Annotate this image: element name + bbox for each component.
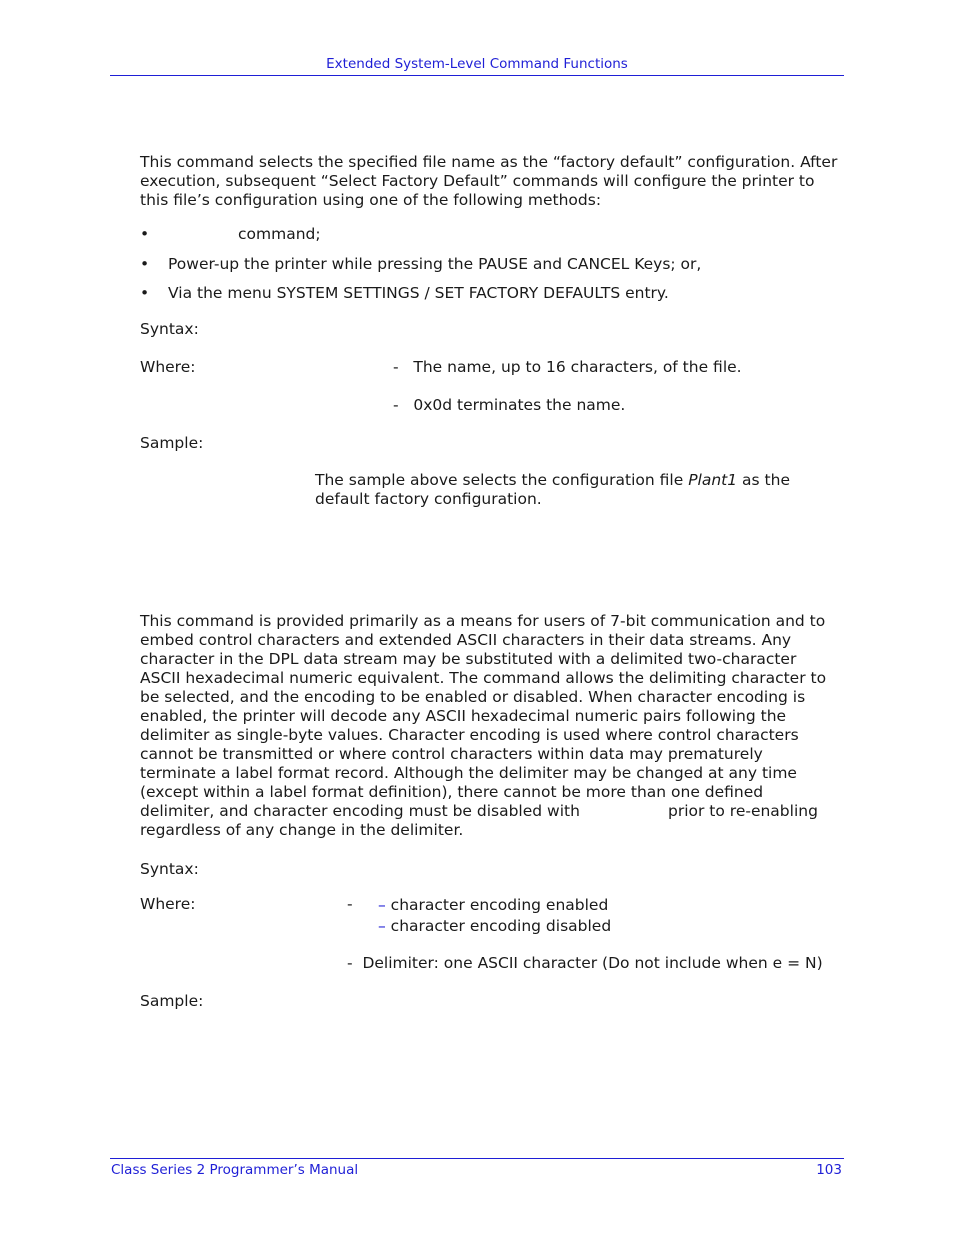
footer-page-number: 103 (816, 1162, 842, 1178)
running-header (0, 56, 954, 72)
sample-note-text: The sample above selects the configuration file (315, 471, 689, 489)
paragraph-line: character in the DPL data stream may be substituted with a delimited two-character (140, 650, 797, 668)
sample-label: Sample: (140, 434, 204, 452)
paragraph-line: be selected, and the encoding to be enabled or disabled. When character encoding is (140, 688, 806, 706)
sample-note-text-end: as the (737, 471, 790, 489)
footer-rule (110, 1158, 844, 1159)
paragraph-line: this file’s configuration using one of the following methods: (140, 191, 602, 209)
paragraph-line: enabled, the printer will decode any ASCII hexadecimal numeric pairs following the (140, 707, 787, 725)
paragraph-line: embed control characters and extended ASCII characters in their data streams. Any (140, 631, 792, 649)
sample-note-filename: Plant1 (688, 471, 738, 489)
paragraph-line: delimiter, and character encoding must be disabled with (140, 802, 580, 820)
header-rule (110, 75, 844, 76)
syntax-label: Syntax: (140, 320, 199, 338)
sample-note-line2: default factory configuration. (315, 490, 542, 508)
paragraph-line: terminate a label format record. Although the delimiter may be changed at any time (140, 764, 797, 782)
enc-dash: – (378, 917, 386, 935)
footer-manual-title: Class Series 2 Programmer’s Manual (111, 1162, 359, 1178)
paragraph-line: This command selects the specified file name as the “factory default” configuration. After (140, 153, 838, 171)
paragraph-line: regardless of any change in the delimiter. (140, 821, 464, 839)
where-item-terminator: - 0x0d terminates the name. (393, 396, 626, 414)
where-item-filename: - The name, up to 16 characters, of the file. (393, 358, 742, 376)
paragraph-line: (except within a label format definition), there cannot be more than one defined (140, 783, 764, 801)
encoding-disabled-item (378, 917, 611, 936)
enc-disabled-text: character encoding disabled (385, 917, 612, 935)
sample-note (315, 471, 790, 490)
paragraph-line: delimiter as single-byte values. Character encoding is used where control characters (140, 726, 799, 744)
where-label: Where: (140, 358, 196, 376)
syntax-label-2: Syntax: (140, 860, 199, 878)
where-label-2: Where: (140, 895, 196, 913)
enc-dash: – (378, 896, 386, 914)
bullet-marker: • (140, 225, 150, 243)
bullet-marker: • (140, 284, 150, 302)
paragraph-line: prior to re-enabling (668, 802, 818, 820)
encoding-enabled-item (378, 896, 608, 915)
list-item: Power-up the printer while pressing the PAUSE and CANCEL Keys; or, (168, 255, 702, 273)
delimiter-item: - Delimiter: one ASCII character (Do not include when e = N) (347, 954, 823, 972)
enc-enabled-text: character encoding enabled (385, 896, 609, 914)
paragraph-line: This command is provided primarily as a means for users of 7-bit communication and to (140, 612, 826, 630)
paragraph-line: ASCII hexadecimal numeric equivalent. The command allows the delimiting character to (140, 669, 827, 687)
where-dash: - (347, 895, 353, 913)
bullet-marker: • (140, 255, 150, 273)
sample-label-2: Sample: (140, 992, 204, 1010)
list-item: Via the menu SYSTEM SETTINGS / SET FACTORY DEFAULTS entry. (168, 284, 669, 302)
list-item: command; (238, 225, 321, 243)
paragraph-line: execution, subsequent “Select Factory Default” commands will configure the printer to (140, 172, 815, 190)
paragraph-line: cannot be transmitted or where control characters within data may prematurely (140, 745, 763, 763)
running-header-title: Extended System-Level Command Functions (326, 56, 628, 72)
